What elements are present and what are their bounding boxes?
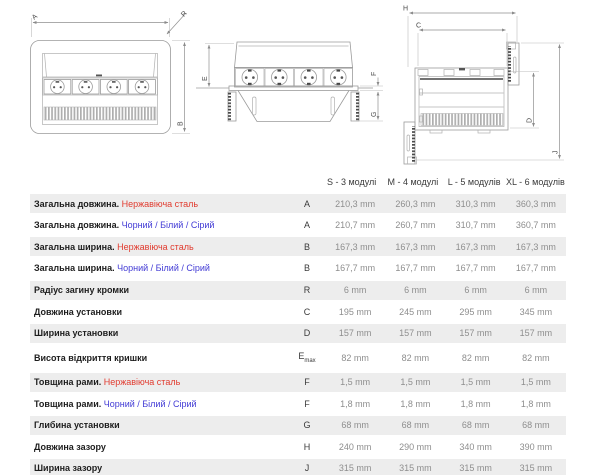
- dimension-label-c: C: [416, 22, 422, 30]
- dimension-label-b: B: [177, 121, 185, 126]
- drawing-front-view: [196, 42, 383, 122]
- row-value: 390 mm: [519, 441, 553, 452]
- column-header-s: S - 3 модулі: [326, 177, 377, 187]
- clamp-teeth: [412, 126, 415, 162]
- row-label: Загальна довжина. Чорний / Білий / Сірий: [34, 220, 215, 230]
- brand-mark: [459, 68, 465, 70]
- row-label: Загальна ширина. Чорний / Білий / Сірий: [34, 263, 210, 273]
- row-value: 167,7 mm: [335, 263, 376, 273]
- mounting-bracket-bottom: [404, 122, 417, 164]
- row-value: 310,7 mm: [455, 220, 496, 230]
- socket-icon: [72, 80, 99, 95]
- row-label: Товщина рами. Нержавіюча сталь: [34, 377, 181, 387]
- row-label-variant: Нержавіюча сталь: [119, 198, 199, 209]
- clamp-teeth: [508, 46, 511, 82]
- row-label: Висота відкриття кришки: [34, 352, 148, 363]
- row-value: 167,7 mm: [395, 263, 436, 273]
- table-row: [30, 281, 566, 300]
- row-value: 1,5 mm: [520, 377, 551, 387]
- row-label-variant: Нержавіюча сталь: [114, 241, 194, 252]
- row-value: 1,8 mm: [520, 398, 551, 409]
- row-value: 167,3 mm: [515, 241, 556, 252]
- table-row: [30, 437, 566, 456]
- row-label-variant: Нержавіюча сталь: [101, 377, 181, 387]
- column-header-m: M - 4 модулі: [387, 177, 439, 187]
- table-row: [30, 237, 566, 256]
- row-letter: B: [303, 263, 310, 273]
- row-value: 1,8 mm: [460, 398, 491, 409]
- dimension-label-h: H: [403, 5, 409, 13]
- row-value: 1,8 mm: [400, 398, 431, 409]
- row-value: 340 mm: [459, 441, 492, 452]
- clamp-teeth: [228, 92, 231, 121]
- row-value: 68 mm: [461, 420, 490, 430]
- row-label: Товщина рами. Чорний / Білий / Сірий: [34, 398, 197, 409]
- row-value: 260,3 mm: [395, 198, 436, 209]
- column-header-xl: XL - 6 модулів: [505, 177, 565, 187]
- row-value: 195 mm: [338, 306, 372, 317]
- row-label-variant: Чорний / Білий / Сірий: [119, 220, 215, 230]
- row-value: 295 mm: [459, 306, 492, 317]
- row-value: 260,7 mm: [395, 220, 436, 230]
- table-row: [30, 216, 566, 235]
- row-value: 68 mm: [401, 420, 430, 430]
- brush-strip: [421, 114, 503, 126]
- row-value: 210,3 mm: [335, 198, 376, 209]
- row-value: 157 mm: [459, 328, 492, 338]
- table-row: [30, 394, 566, 413]
- socket-icon: [44, 80, 71, 95]
- row-value: 315 mm: [399, 463, 432, 473]
- socket-icon: [236, 69, 265, 87]
- row-value: 157 mm: [399, 328, 432, 338]
- row-value: 167,7 mm: [515, 263, 556, 273]
- row-letter: C: [303, 306, 311, 317]
- row-label-variant: Чорний / Білий / Сірий: [101, 398, 197, 409]
- row-letter: J: [304, 463, 310, 473]
- row-value: 68 mm: [522, 420, 550, 430]
- row-label: Загальна довжина. Нержавіюча сталь: [34, 198, 199, 209]
- row-letter: A: [303, 220, 310, 230]
- row-letter: $E_{max}$: [298, 351, 316, 364]
- row-value: 157 mm: [519, 328, 553, 338]
- socket-icon: [295, 69, 324, 87]
- row-value: 345 mm: [519, 306, 553, 317]
- socket-icon: [324, 69, 353, 87]
- row-value: 82 mm: [461, 352, 490, 363]
- technical-drawings: [0, 0, 600, 175]
- table-row: [30, 194, 566, 213]
- dimension-label-e: E: [202, 76, 209, 81]
- row-value: 210,7 mm: [335, 220, 376, 230]
- header-spacer: [30, 176, 321, 189]
- table-row: [30, 345, 566, 370]
- row-label: Довжина установки: [34, 306, 122, 317]
- table-row: [30, 459, 566, 475]
- dimension-label-a: A: [30, 13, 39, 22]
- row-value: 245 mm: [399, 306, 432, 317]
- table-row: [30, 259, 566, 278]
- socket-icon: [100, 80, 127, 95]
- brand-mark: [96, 75, 102, 77]
- row-value: 157 mm: [338, 328, 372, 338]
- row-value: 82 mm: [341, 352, 369, 363]
- table-row: [30, 302, 566, 321]
- row-letter: F: [304, 398, 310, 409]
- row-letter: D: [303, 328, 311, 338]
- row-value: 167,3 mm: [455, 241, 496, 252]
- row-letter: A: [303, 198, 310, 209]
- row-value: 167,3 mm: [395, 241, 436, 252]
- row-label: Довжина зазору: [34, 441, 106, 452]
- row-letter: G: [303, 420, 311, 430]
- socket-row-front-view: [236, 69, 353, 87]
- row-value: 68 mm: [341, 420, 369, 430]
- row-label: Ширина зазору: [34, 463, 103, 473]
- row-letter: F: [304, 377, 310, 387]
- row-value: 310,3 mm: [455, 198, 496, 209]
- row-value: 6 mm: [524, 285, 548, 295]
- row-value: 6 mm: [404, 285, 427, 295]
- row-value: 167,7 mm: [455, 263, 496, 273]
- table-row: [30, 324, 566, 343]
- spec-table-header: [30, 176, 566, 189]
- brush-strip: [44, 107, 156, 120]
- table-row: [30, 373, 566, 392]
- row-value: 315 mm: [338, 463, 372, 473]
- column-header-l: L - 5 модулів: [447, 177, 501, 187]
- row-value: 1,5 mm: [340, 377, 371, 387]
- row-value: 6 mm: [464, 285, 487, 295]
- dimension-label-j: J: [552, 150, 560, 154]
- drawing-top-view: [31, 10, 191, 134]
- row-label: Ширина установки: [34, 328, 119, 338]
- row-value: 82 mm: [401, 352, 430, 363]
- row-value: 315 mm: [459, 463, 492, 473]
- spec-table-body: [30, 194, 566, 475]
- dimension-label-d: D: [526, 117, 534, 123]
- row-value: 1,8 mm: [340, 398, 371, 409]
- row-value: 360,3 mm: [515, 198, 556, 209]
- row-letter: H: [303, 441, 311, 452]
- row-value: 82 mm: [522, 352, 550, 363]
- row-value: 360,7 mm: [515, 220, 556, 230]
- row-value: 315 mm: [519, 463, 553, 473]
- mounting-bracket-top: [507, 42, 520, 85]
- dimension-label-r: R: [180, 9, 189, 19]
- row-label: Загальна ширина. Нержавіюча сталь: [34, 241, 194, 252]
- socket-icon: [129, 80, 156, 95]
- drawing-side-view: [403, 6, 564, 165]
- dimension-label-f: F: [371, 71, 378, 76]
- row-letter: B: [303, 241, 310, 252]
- row-value: 1,5 mm: [460, 377, 491, 387]
- socket-icon: [265, 69, 294, 87]
- row-value: 167,3 mm: [335, 241, 376, 252]
- row-value: 240 mm: [338, 441, 372, 452]
- row-value: 6 mm: [343, 285, 367, 295]
- dimension-label-g: G: [371, 111, 378, 117]
- socket-row-top-view: [44, 80, 155, 95]
- clamp-teeth: [356, 92, 359, 121]
- row-label: Глибина установки: [34, 420, 120, 430]
- row-value: 1,5 mm: [400, 377, 431, 387]
- row-value: 290 mm: [399, 441, 432, 452]
- spec-table: [30, 176, 566, 475]
- table-row: [30, 416, 566, 435]
- row-label: Радіус загину кромки: [34, 285, 130, 295]
- under-surface-body: [238, 91, 349, 122]
- row-label-variant: Чорний / Білий / Сірий: [114, 263, 210, 273]
- row-letter: R: [303, 285, 311, 295]
